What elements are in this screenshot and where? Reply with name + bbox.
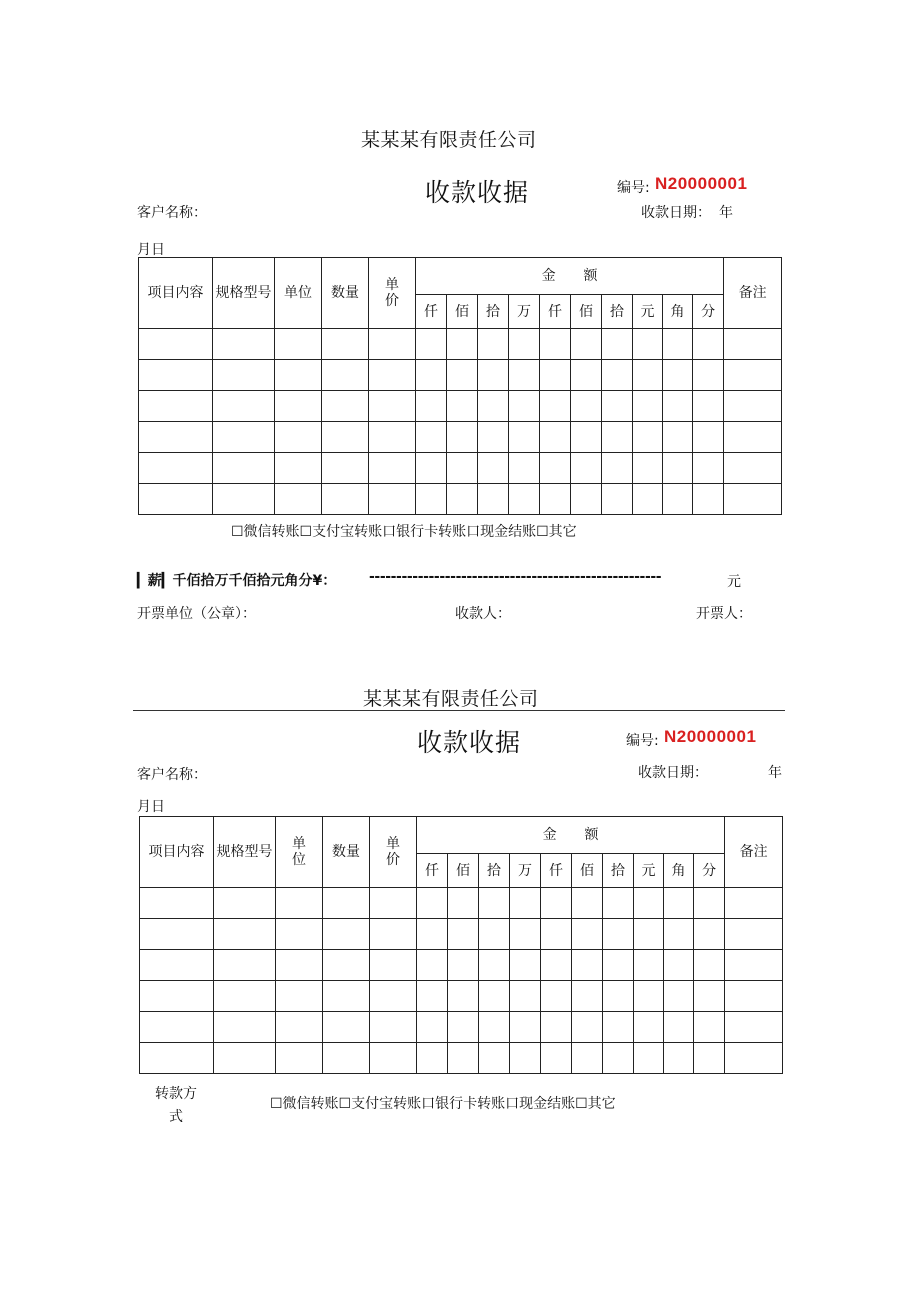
header-remark: 备注 (724, 258, 782, 329)
table-cell[interactable] (663, 453, 693, 484)
table-cell[interactable] (510, 919, 541, 950)
table-cell[interactable] (416, 329, 447, 360)
table-cell[interactable] (603, 1043, 634, 1074)
table-cell[interactable] (540, 329, 571, 360)
header-price: 单价 (370, 817, 417, 888)
table-cell[interactable] (510, 950, 541, 981)
table-cell[interactable] (369, 453, 416, 484)
date-month-day-label: 月日 (137, 242, 165, 258)
table-cell[interactable] (447, 422, 478, 453)
table-cell[interactable] (633, 453, 663, 484)
table-cell[interactable] (664, 888, 694, 919)
digit-header-7: 元 (633, 295, 663, 329)
date-year-label: 年 (719, 205, 733, 221)
table-cell[interactable] (572, 888, 603, 919)
table-cell[interactable] (724, 360, 782, 391)
header-item: 项目内容 (140, 817, 214, 888)
table-cell[interactable] (572, 981, 603, 1012)
table-cell[interactable] (214, 1012, 276, 1043)
table-cell[interactable] (478, 484, 509, 515)
table-cell[interactable] (447, 329, 478, 360)
table-cell[interactable] (417, 888, 448, 919)
table-cell[interactable] (478, 391, 509, 422)
table-cell[interactable] (276, 950, 323, 981)
header-spec: 规格型号 (214, 817, 276, 888)
table-cell[interactable] (694, 950, 725, 981)
table-cell[interactable] (276, 888, 323, 919)
table-cell[interactable] (447, 391, 478, 422)
table-cell[interactable] (509, 329, 540, 360)
table-cell[interactable] (276, 1043, 323, 1074)
table-cell[interactable] (275, 484, 322, 515)
table-cell[interactable] (448, 888, 479, 919)
table-cell[interactable] (322, 484, 369, 515)
table-cell[interactable] (213, 360, 275, 391)
table-cell[interactable] (693, 391, 724, 422)
table-cell[interactable] (633, 422, 663, 453)
table-cell[interactable] (447, 360, 478, 391)
table-cell[interactable] (725, 981, 783, 1012)
total-yuan-label: 元 (727, 574, 741, 590)
table-cell[interactable] (634, 1043, 664, 1074)
table-cell[interactable] (663, 484, 693, 515)
header-remark: 备注 (725, 817, 783, 888)
table-cell[interactable] (634, 950, 664, 981)
table-row (139, 484, 782, 515)
table-cell[interactable] (633, 391, 663, 422)
table-cell[interactable] (479, 981, 510, 1012)
issuer-label: 开票单位（公章）： (137, 606, 256, 622)
table-cell[interactable] (478, 329, 509, 360)
table-row (140, 950, 783, 981)
table-cell[interactable] (479, 919, 510, 950)
table-cell[interactable] (725, 1012, 783, 1043)
table-cell[interactable] (448, 950, 479, 981)
receipt-title: 收款收据 (425, 178, 530, 207)
date-year-label: 年 (768, 765, 782, 781)
digit-header-5: 佰 (572, 854, 603, 888)
table-cell[interactable] (323, 950, 370, 981)
header-item: 项目内容 (139, 258, 213, 329)
table-cell[interactable] (603, 950, 634, 981)
table-cell[interactable] (276, 981, 323, 1012)
table-cell[interactable] (369, 484, 416, 515)
table-cell[interactable] (541, 888, 572, 919)
table-cell[interactable] (213, 453, 275, 484)
table-cell[interactable] (509, 391, 540, 422)
table-cell[interactable] (140, 1043, 214, 1074)
table-cell[interactable] (725, 950, 783, 981)
table-cell[interactable] (323, 981, 370, 1012)
table-row (139, 422, 782, 453)
table-cell[interactable] (694, 919, 725, 950)
table-cell[interactable] (140, 981, 214, 1012)
serial-label: 编号: (626, 733, 659, 749)
table-cell[interactable] (602, 484, 633, 515)
table-cell[interactable] (479, 950, 510, 981)
table-cell[interactable] (509, 453, 540, 484)
digit-header-2: 拾 (479, 854, 510, 888)
digit-header-0: 仟 (417, 854, 448, 888)
table-cell[interactable] (541, 950, 572, 981)
table-cell[interactable] (694, 1043, 725, 1074)
receipt-title: 收款收据 (417, 728, 522, 757)
table-cell[interactable] (572, 950, 603, 981)
receipt-table (138, 257, 782, 515)
digit-header-6: 拾 (602, 295, 633, 329)
table-cell[interactable] (724, 329, 782, 360)
digit-header-8: 角 (664, 854, 694, 888)
table-cell[interactable] (510, 981, 541, 1012)
customer-name-label: 客户名称： (137, 767, 207, 783)
table-cell[interactable] (275, 360, 322, 391)
table-cell[interactable] (634, 981, 664, 1012)
table-cell[interactable] (139, 360, 213, 391)
table-cell[interactable] (510, 888, 541, 919)
table-cell[interactable] (369, 422, 416, 453)
table-cell[interactable] (214, 919, 276, 950)
digit-header-4: 仟 (541, 854, 572, 888)
table-cell[interactable] (323, 888, 370, 919)
table-cell[interactable] (724, 391, 782, 422)
table-row (140, 888, 783, 919)
table-cell[interactable] (478, 453, 509, 484)
serial-number: N20000001 (655, 174, 748, 193)
table-row (140, 1012, 783, 1043)
table-cell[interactable] (275, 391, 322, 422)
table-cell[interactable] (634, 919, 664, 950)
table-cell[interactable] (540, 360, 571, 391)
customer-name-label: 客户名称： (137, 205, 207, 221)
header-unit: 单位 (276, 817, 323, 888)
table-cell[interactable] (139, 484, 213, 515)
digit-header-2: 拾 (478, 295, 509, 329)
table-cell[interactable] (447, 484, 478, 515)
table-cell[interactable] (725, 888, 783, 919)
table-cell[interactable] (478, 360, 509, 391)
table-cell[interactable] (603, 888, 634, 919)
serial-number: N20000001 (664, 727, 757, 746)
table-cell[interactable] (140, 950, 214, 981)
table-cell[interactable] (139, 391, 213, 422)
digit-header-5: 佰 (571, 295, 602, 329)
table-cell[interactable] (571, 329, 602, 360)
table-cell[interactable] (370, 919, 417, 950)
table-cell[interactable] (510, 1012, 541, 1043)
table-cell[interactable] (417, 981, 448, 1012)
total-amount-label: ▎薪▎千佰拾万千佰拾元角分¥： (137, 573, 337, 589)
table-cell[interactable] (275, 453, 322, 484)
table-cell[interactable] (693, 453, 724, 484)
header-amount: 金 额 (416, 258, 724, 295)
table-cell[interactable] (509, 360, 540, 391)
total-amount-line: ------------------------------------------------------ (369, 569, 662, 585)
table-cell[interactable] (447, 453, 478, 484)
digit-header-4: 仟 (540, 295, 571, 329)
table-cell[interactable] (322, 422, 369, 453)
table-cell[interactable] (724, 484, 782, 515)
table-cell[interactable] (323, 1012, 370, 1043)
table-cell[interactable] (448, 1012, 479, 1043)
table-cell[interactable] (602, 329, 633, 360)
table-cell[interactable] (633, 484, 663, 515)
table-cell[interactable] (572, 919, 603, 950)
digit-header-7: 元 (634, 854, 664, 888)
drawer-label: 开票人： (696, 606, 752, 622)
table-cell[interactable] (416, 484, 447, 515)
company-name: 某某某有限责任公司 (363, 688, 539, 710)
table-cell[interactable] (509, 422, 540, 453)
digit-header-0: 仟 (416, 295, 447, 329)
company-name: 某某某有限责任公司 (361, 129, 537, 151)
divider-line (133, 710, 785, 711)
header-qty: 数量 (323, 817, 370, 888)
header-qty: 数量 (322, 258, 369, 329)
table-cell[interactable] (370, 950, 417, 981)
table-cell[interactable] (571, 360, 602, 391)
table-row (140, 981, 783, 1012)
table-cell[interactable] (693, 422, 724, 453)
table-cell[interactable] (139, 329, 213, 360)
table-cell[interactable] (214, 888, 276, 919)
table-cell[interactable] (510, 1043, 541, 1074)
table-cell[interactable] (213, 422, 275, 453)
table-cell[interactable] (140, 1012, 214, 1043)
table-cell[interactable] (214, 950, 276, 981)
table-cell[interactable] (602, 360, 633, 391)
table-cell[interactable] (479, 1012, 510, 1043)
table-cell[interactable] (416, 391, 447, 422)
header-spec: 规格型号 (213, 258, 275, 329)
table-cell[interactable] (634, 1012, 664, 1043)
date-month-day-label: 月日 (137, 799, 165, 815)
header-amount: 金 额 (417, 817, 725, 854)
table-cell[interactable] (322, 391, 369, 422)
table-cell[interactable] (602, 391, 633, 422)
table-cell[interactable] (602, 422, 633, 453)
table-cell[interactable] (276, 1012, 323, 1043)
table-cell[interactable] (139, 422, 213, 453)
table-cell[interactable] (724, 453, 782, 484)
table-cell[interactable] (663, 422, 693, 453)
table-cell[interactable] (275, 329, 322, 360)
table-cell[interactable] (602, 453, 633, 484)
table-cell[interactable] (540, 391, 571, 422)
payment-methods: ☐微信转账☐支付宝转账口银行卡转账口现金结账☐其它 (231, 524, 577, 540)
table-row (139, 329, 782, 360)
payment-date-label: 收款日期： (638, 765, 708, 781)
table-cell[interactable] (369, 360, 416, 391)
table-cell[interactable] (369, 329, 416, 360)
table-cell[interactable] (664, 981, 694, 1012)
table-cell[interactable] (540, 453, 571, 484)
table-cell[interactable] (725, 1043, 783, 1074)
table-row (140, 1043, 783, 1074)
digit-header-3: 万 (510, 854, 541, 888)
table-cell[interactable] (417, 1012, 448, 1043)
table-cell[interactable] (603, 981, 634, 1012)
table-cell[interactable] (323, 919, 370, 950)
table-cell[interactable] (275, 422, 322, 453)
table-cell[interactable] (213, 484, 275, 515)
table-row (139, 391, 782, 422)
digit-header-3: 万 (509, 295, 540, 329)
table-cell[interactable] (416, 360, 447, 391)
table-cell[interactable] (214, 981, 276, 1012)
table-cell[interactable] (448, 1043, 479, 1074)
table-cell[interactable] (213, 329, 275, 360)
table-cell[interactable] (664, 950, 694, 981)
digit-header-9: 分 (694, 854, 725, 888)
serial-label: 编号: (617, 180, 650, 196)
table-cell[interactable] (322, 329, 369, 360)
table-cell[interactable] (448, 981, 479, 1012)
table-cell[interactable] (322, 360, 369, 391)
header-price: 单价 (369, 258, 416, 329)
receiver-label: 收款人： (455, 606, 511, 622)
table-cell[interactable] (139, 453, 213, 484)
digit-header-1: 佰 (447, 295, 478, 329)
table-cell[interactable] (634, 888, 664, 919)
table-cell[interactable] (479, 1043, 510, 1074)
table-cell[interactable] (417, 950, 448, 981)
table-cell[interactable] (633, 360, 663, 391)
table-cell[interactable] (540, 422, 571, 453)
table-cell[interactable] (479, 888, 510, 919)
table-cell[interactable] (370, 1012, 417, 1043)
table-cell[interactable] (416, 422, 447, 453)
table-cell[interactable] (322, 453, 369, 484)
table-cell[interactable] (213, 391, 275, 422)
table-cell[interactable] (724, 422, 782, 453)
table-cell[interactable] (693, 329, 724, 360)
table-cell[interactable] (369, 391, 416, 422)
table-cell[interactable] (571, 422, 602, 453)
table-cell[interactable] (541, 1043, 572, 1074)
table-cell[interactable] (370, 1043, 417, 1074)
table-cell[interactable] (572, 1043, 603, 1074)
table-cell[interactable] (541, 919, 572, 950)
table-row (139, 453, 782, 484)
table-cell[interactable] (603, 919, 634, 950)
table-cell[interactable] (694, 981, 725, 1012)
table-cell[interactable] (140, 888, 214, 919)
table-cell[interactable] (370, 888, 417, 919)
table-cell[interactable] (693, 484, 724, 515)
digit-header-1: 佰 (448, 854, 479, 888)
table-cell[interactable] (448, 919, 479, 950)
digit-header-6: 拾 (603, 854, 634, 888)
table-cell[interactable] (478, 422, 509, 453)
table-cell[interactable] (541, 1012, 572, 1043)
table-cell[interactable] (663, 329, 693, 360)
header-unit: 单位 (275, 258, 322, 329)
table-cell[interactable] (416, 453, 447, 484)
table-cell[interactable] (693, 360, 724, 391)
table-cell[interactable] (664, 1043, 694, 1074)
receipt-table (139, 816, 783, 1074)
table-cell[interactable] (664, 1012, 694, 1043)
table-cell[interactable] (571, 453, 602, 484)
table-cell[interactable] (694, 888, 725, 919)
table-cell[interactable] (370, 981, 417, 1012)
transfer-method-label: 转款方式 (155, 1086, 197, 1125)
table-cell[interactable] (417, 1043, 448, 1074)
table-cell[interactable] (540, 484, 571, 515)
table-row (140, 919, 783, 950)
table-cell[interactable] (541, 981, 572, 1012)
table-cell[interactable] (417, 919, 448, 950)
table-cell[interactable] (571, 484, 602, 515)
table-cell[interactable] (603, 1012, 634, 1043)
table-cell[interactable] (664, 919, 694, 950)
table-cell[interactable] (663, 391, 693, 422)
payment-methods: ☐微信转账☐支付宝转账口银行卡转账口现金结账☐其它 (270, 1096, 616, 1112)
digit-header-8: 角 (663, 295, 693, 329)
table-cell[interactable] (509, 484, 540, 515)
table-cell[interactable] (694, 1012, 725, 1043)
table-cell[interactable] (276, 919, 323, 950)
payment-date-label: 收款日期： (641, 205, 711, 221)
digit-header-9: 分 (693, 295, 724, 329)
table-cell[interactable] (633, 329, 663, 360)
table-row (139, 360, 782, 391)
table-cell[interactable] (572, 1012, 603, 1043)
table-cell[interactable] (214, 1043, 276, 1074)
table-cell[interactable] (140, 919, 214, 950)
table-cell[interactable] (323, 1043, 370, 1074)
table-cell[interactable] (571, 391, 602, 422)
table-cell[interactable] (663, 360, 693, 391)
table-cell[interactable] (725, 919, 783, 950)
